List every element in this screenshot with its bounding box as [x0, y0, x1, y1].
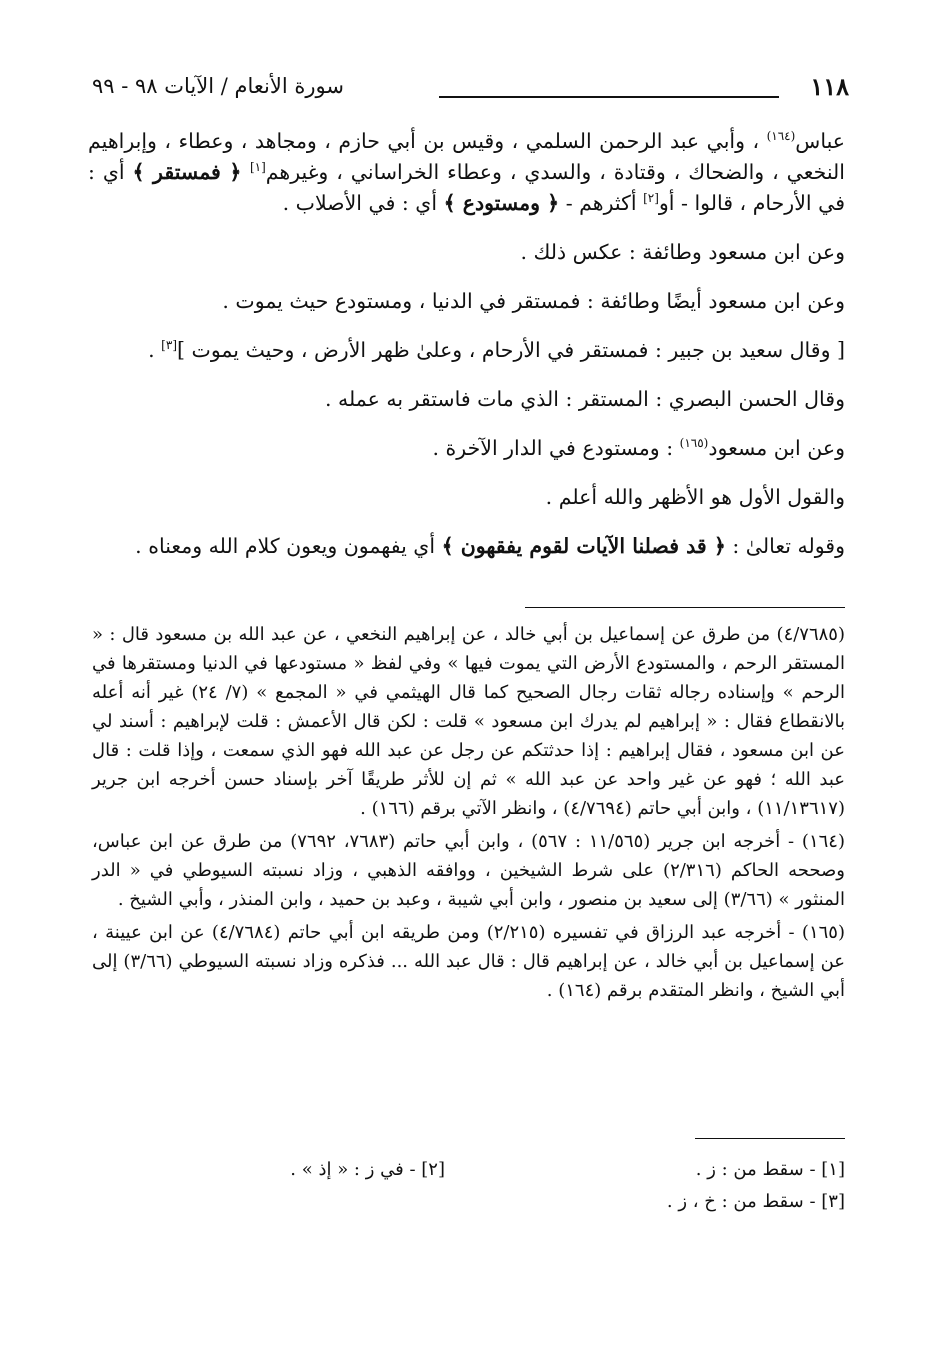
variants-row	[92, 1186, 845, 1218]
text-span: .	[148, 338, 162, 362]
paragraph-3: وعن ابن مسعود أيضًا وطائفة : فمستقر في الدنيا ، ومستودع حيث يموت .	[222, 289, 845, 313]
quran-quote: ﴿ قد فصلنا الآيات لقوم يفقهون ﴾	[441, 534, 726, 558]
variants-separator	[695, 1138, 845, 1139]
manuscript-variants	[92, 1154, 845, 1218]
paragraph-6	[88, 433, 845, 464]
variants-row	[92, 1154, 845, 1186]
variant-ref: [٢]	[643, 191, 659, 206]
footnote-item: (٤/٧٦٨٥) من طرق عن إسماعيل بن أبي خالد ، عن إبراهيم النخعي ، عن عبد الله بن مسعود قال : « المستقر الرحم ، والمستودع الأرض التي يموت فيها » وفي لفظ « مستودعها في الدنيا ومستقرها في الرحم » وإسناده رجاله ثقات رجال الصحيح كما قال الهيثمي في « المجمع » (٧/ ٢٤) غير أنه أعله بالانقطاع فقال : « إبراهيم لم يدرك ابن مسعود » قلت : لكن قال الأعمش : قلت لإبراهيم : أسند لي عن ابن مسعود ، فقال إبراهيم : إذا حدثتكم عن رجل عن عبد الله فهو الذي سمعت ، وإذا قلت : قال عبد الله ؛ فهو عن غير واحد عن عبد الله » ثم إن للأثر طريقًا آخر بإسناد حسن أخرجه ابن جرير (١١/١٣٦١٧) ، وابن أبي حاتم (٤/٧٦٩٤) ، وانظر الآتي برقم (١٦٦) .	[92, 624, 845, 819]
footnote-item: (١٦٥) - أخرجه عبد الرزاق في تفسيره (٢/٢١٥) ومن طريقه ابن أبي حاتم (٤/٧٦٨٤) عن ابن عيينة ، عن إسماعيل بن أبي خالد ، عن إبراهيم قال : قال عبد الله ... فذكره وزاد نسبته السيوطي (٣/٦٦) إلى أبي الشيخ ، وانظر المتقدم برقم (١٦٤) .	[92, 922, 846, 1001]
footnote-ref: (١٦٤)	[766, 129, 796, 144]
quran-quote: ﴿ ومستودع ﴾	[443, 191, 560, 215]
text-span: أي : في الأصلاب .	[282, 191, 444, 215]
quran-quote: ﴿ فمستقر ﴾	[132, 160, 250, 184]
paragraph-2: وعن ابن مسعود وطائفة : عكس ذلك .	[520, 240, 845, 264]
text-span: أي يفهمون ويعون كلام الله ومعناه .	[135, 534, 442, 558]
main-text	[88, 126, 845, 562]
variant-ref: [١]	[249, 160, 266, 175]
footnote-item: (١٦٤) - أخرجه ابن جرير (١١/٥٦٥ : ٥٦٧) ، وابن أبي حاتم (٧٦٨٣، ٧٦٩٢) من طرق عن ابن عباس، وصححه الحاكم (٢/٣١٦) على شرط الشيخين ، ووافقه الذهبي ، وزاد نسبته السيوطي في « الدر المنثور » (٣/٦٦) إلى سعيد بن منصور ، وابن أبي شيبة ، وعبد بن حميد ، وابن المنذر ، وأبي الشيخ .	[92, 831, 846, 910]
header-rule	[439, 96, 779, 98]
text-span: [ وقال سعيد بن جبير : فمستقر في الأرحام ، وعلىٰ ظهر الأرض ، وحيث يموت ]	[177, 338, 845, 362]
paragraph-1	[88, 126, 845, 219]
footnote-ref: (١٦٥)	[679, 436, 709, 451]
paragraph-7: والقول الأول هو الأظهر والله أعلم .	[545, 485, 845, 509]
variant-note: [٣] - سقط من : خ ، ز .	[666, 1191, 845, 1212]
text-span: ، وأبي عبد الرحمن السلمي ، وقيس بن أبي حازم ، ومجاهد ، وعطاء ، وإبراهيم النخعي ، والضحاك ، وقتادة ، والسدي ، وعطاء الخراساني ، وغيرهم	[88, 129, 845, 184]
variant-ref: [٣]	[161, 338, 177, 353]
text-span: أي : في الأرحام ، قالوا - أو	[88, 160, 845, 215]
paragraph-4	[88, 335, 845, 366]
paragraph-8	[88, 531, 845, 562]
text-span: : ومستودع في الدار الآخرة .	[432, 436, 680, 460]
footnotes	[92, 620, 845, 1009]
text-span: عباس	[795, 129, 845, 153]
footnote-separator	[525, 607, 845, 608]
paragraph-5: وقال الحسن البصري : المستقر : الذي مات فاستقر به عمله .	[324, 387, 845, 411]
page-header	[92, 70, 849, 110]
page-number: ١١٨	[810, 72, 849, 101]
variant-note: [١] - سقط من : ز .	[695, 1159, 845, 1180]
running-title: سورة الأنعام / الآيات ٩٨ - ٩٩	[92, 74, 344, 98]
text-span: وقوله تعالىٰ :	[725, 534, 845, 558]
text-span: أكثرهم -	[559, 191, 644, 215]
text-span: وعن ابن مسعود	[708, 436, 845, 460]
variant-note: [٢] - في ز : « إذ » .	[290, 1159, 445, 1180]
